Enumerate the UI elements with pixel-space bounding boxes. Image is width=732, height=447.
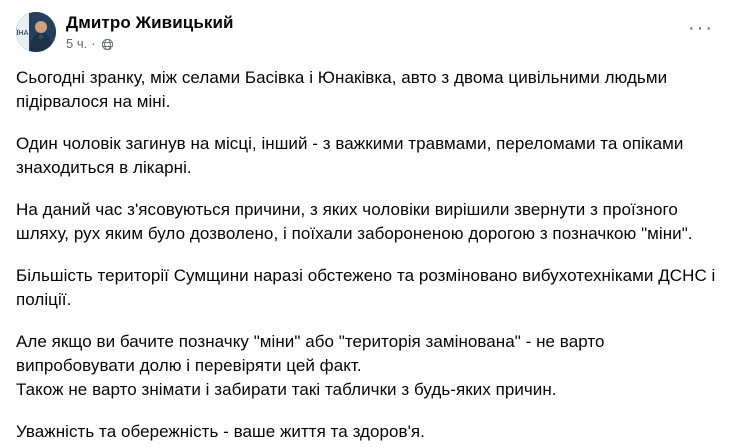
post-paragraph: Сьогодні зранку, між селами Басівка і Юнаківка, авто з двома цивільними людьми підірвалося на міні. xyxy=(16,68,668,111)
post-paragraph: Один чоловік загинув на місці, інший - з важкими травмами, переломами та опіками знаходиться в лікарні. xyxy=(16,134,684,177)
post-timestamp[interactable]: 5 ч. xyxy=(66,36,88,51)
svg-text:ЇНА: ЇНА xyxy=(16,30,29,37)
avatar-image xyxy=(16,12,56,52)
post-paragraph: Більшість території Сумщини наразі обстежено та розміновано вибухотехніками ДСНС і поліції. xyxy=(16,266,716,309)
avatar[interactable] xyxy=(16,12,56,52)
post-meta xyxy=(66,36,234,52)
globe-icon-glyph xyxy=(101,38,114,51)
globe-icon[interactable] xyxy=(101,38,114,51)
meta-separator: · xyxy=(91,36,96,51)
post-paragraph: На даний час з'ясовуються причини, з яких чоловіки вирішили звернути з проїзного шляху, рух яким було дозволено, і поїхали забороненою дорогою з позначкою "міни". xyxy=(16,200,693,243)
post-paragraph: Але якщо ви бачите позначку "міни" або "територія замінована" - не варто випробовувати долю і перевіряти цей факт. xyxy=(16,332,605,375)
post-paragraph: Уважність та обережність - ваше життя та здоров'я. xyxy=(16,422,425,441)
post-options-button[interactable]: ··· xyxy=(688,17,714,39)
author-name[interactable]: Дмитро Живицький xyxy=(66,13,234,32)
post-header xyxy=(16,12,716,56)
post-body xyxy=(16,66,716,444)
post-header-text xyxy=(66,12,234,52)
post-paragraph: Також не варто знімати і забирати такі таблички з будь-яких причин. xyxy=(16,380,557,399)
